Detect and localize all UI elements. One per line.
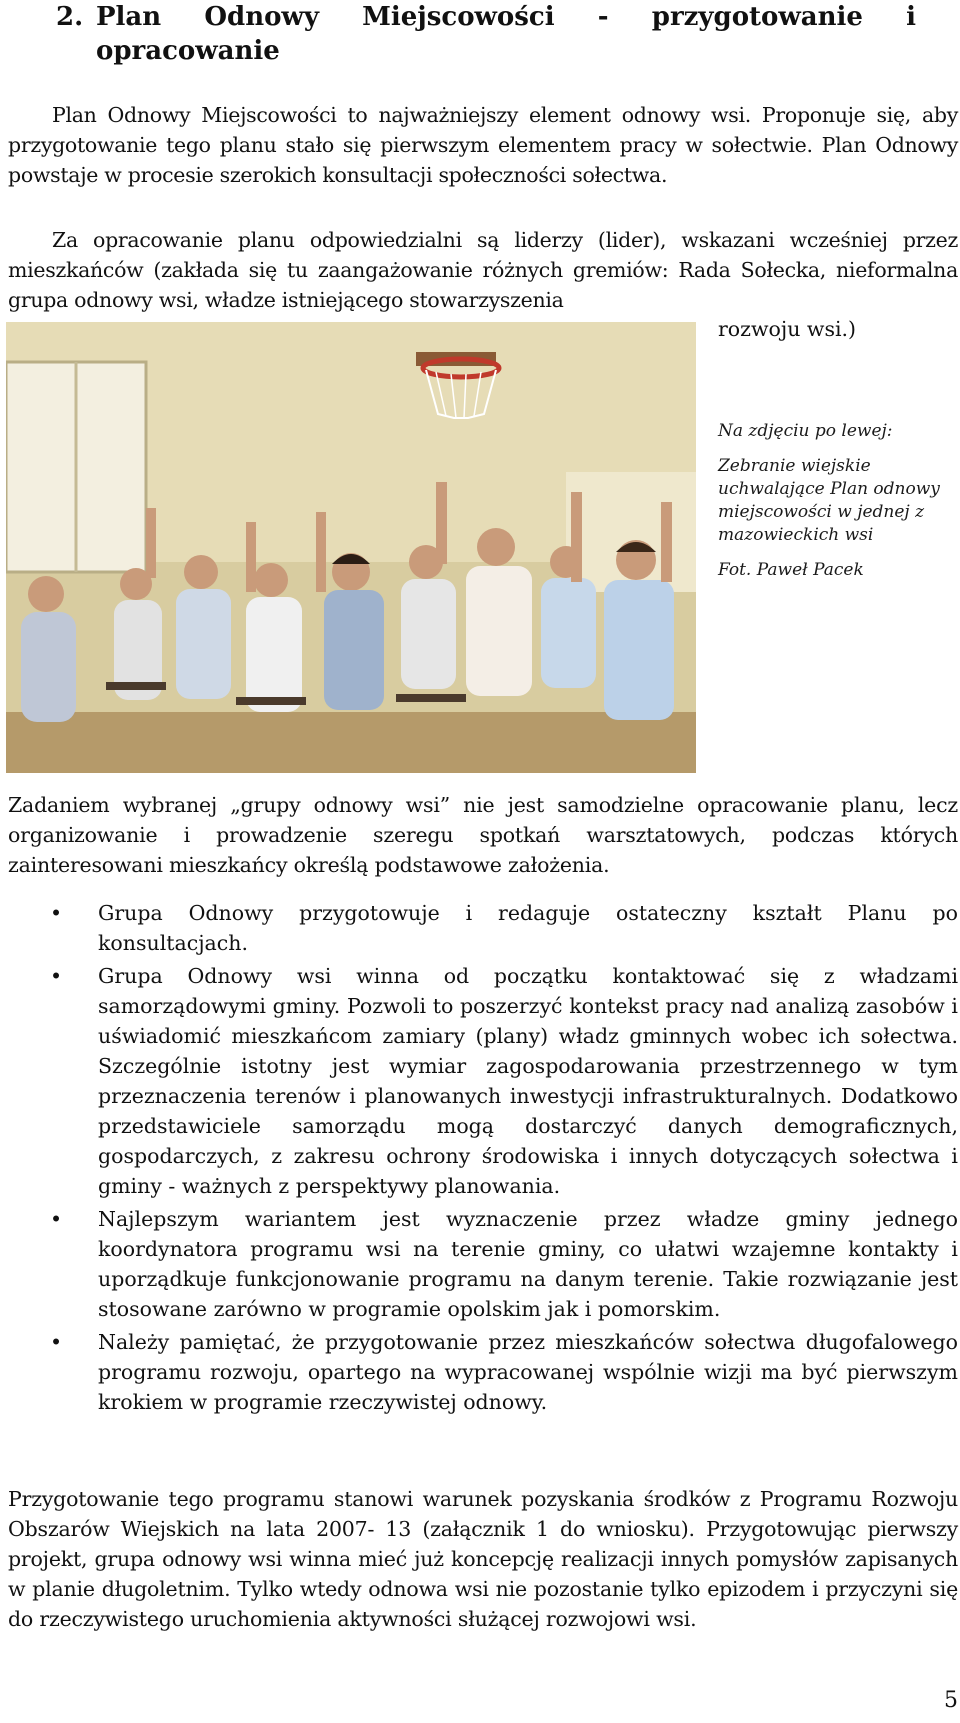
bullet-symbol: •: [50, 964, 63, 988]
section-number: 2.: [56, 2, 84, 32]
closing-paragraph: Przygotowanie tego programu stanowi warunek pozyskania środków z Programu Rozwoju Obszarów Wiejskich na lata 2007- 13 (załącznik 1 do wniosku). Przygotowując pierwszy projekt, grupa odnowy wsi winna mieć już koncepcję realizacji innych pomysłów zapisanych w planie długoletnim. Tylko wtedy odnowa wsi nie pozostanie tylko epizodem i przyczyni się do rzeczywistego uruchomienia aktywności służącej rozwojowi wsi.: [8, 1487, 958, 1631]
section-heading: [56, 0, 916, 68]
bullet-list: [0, 898, 960, 1420]
list-item: [0, 1327, 960, 1417]
list-item-text: Należy pamiętać, że przygotowanie przez mieszkańców sołectwa długofalowego programu rozwoju, opartego na wypracowanej wspólnie wizji ma być pierwszym krokiem w programie rzeczywistej odnowy.: [98, 1330, 958, 1414]
list-item: [0, 961, 960, 1201]
responsibility-paragraph: Za opracowanie planu odpowiedzialni są liderzy (lider), wskazani wcześniej przez mieszkańców (zakłada się tu zaangażowanie różnych gremiów: Rada Sołecka, nieformalna grupa odnowy wsi, władze istniejącego stowarzyszenia: [8, 228, 958, 312]
page-number: 5: [944, 1688, 958, 1713]
list-item-text: Grupa Odnowy przygotowuje i redaguje ostateczny kształt Planu po konsultacjach.: [98, 901, 958, 955]
task-paragraph: Zadaniem wybranej „grupy odnowy wsi” nie jest samodzielne opracowanie planu, lecz organizowanie i prowadzenie szeregu spotkań warsztatowych, podczas których zainteresowani mieszkańcy określą podstawowe założenia.: [8, 793, 958, 877]
photo-caption: [718, 420, 960, 594]
caption-credit: Fot. Paweł Pacek: [718, 560, 864, 580]
list-item: [0, 898, 960, 958]
bullet-symbol: •: [50, 901, 63, 925]
list-item-text: Grupa Odnowy wsi winna od początku kontaktować się z władzami samorządowymi gminy. Pozwoli to poszerzyć kontekst pracy nad analizą zasobów i uświadomić mieszkańcom zamiary (plany) władz gminnych wobec ich sołectwa. Szczególnie istotny jest wymiar zagospodarowania przestrzennego w tym przeznaczenia terenów i planowanych inwestycji infrastrukturalnych. Dodatkowo przedstawiciele samorządu mogą dostarczyć danych demograficznych, gospodarczych, z zakresu ochrony środowiska i innych dotyczących sołectwa i gminy - ważnych z perspektywy planowania.: [98, 964, 958, 1198]
village-meeting-photo: [6, 322, 696, 773]
responsibility-paragraph-tail: rozwoju wsi.): [718, 317, 857, 341]
caption-description: Zebranie wiejskie uchwalające Plan odnowy miejscowości w jednej z mazowieckich wsi: [718, 456, 940, 545]
bullet-symbol: •: [50, 1330, 63, 1354]
intro-paragraph: Plan Odnowy Miejscowości to najważniejszy element odnowy wsi. Proponuje się, aby przygotowanie tego planu stało się pierwszym elementem pracy w sołectwie. Plan Odnowy powstaje w procesie szerokich konsultacji społeczności sołectwa.: [8, 103, 958, 187]
section-title: Plan Odnowy Miejscowości - przygotowanie i opracowanie: [96, 2, 916, 66]
caption-label: Na zdjęciu po lewej:: [718, 421, 893, 441]
list-item-text: Najlepszym wariantem jest wyznaczenie przez władze gminy jednego koordynatora programu wsi na terenie gminy, co ułatwi wzajemne kontakty i uporządkuje funkcjonowanie programu na danym terenie. Takie rozwiązanie jest stosowane zarówno w programie opolskim jak i pomorskim.: [98, 1207, 958, 1321]
list-item: [0, 1204, 960, 1324]
bullet-symbol: •: [50, 1207, 63, 1231]
